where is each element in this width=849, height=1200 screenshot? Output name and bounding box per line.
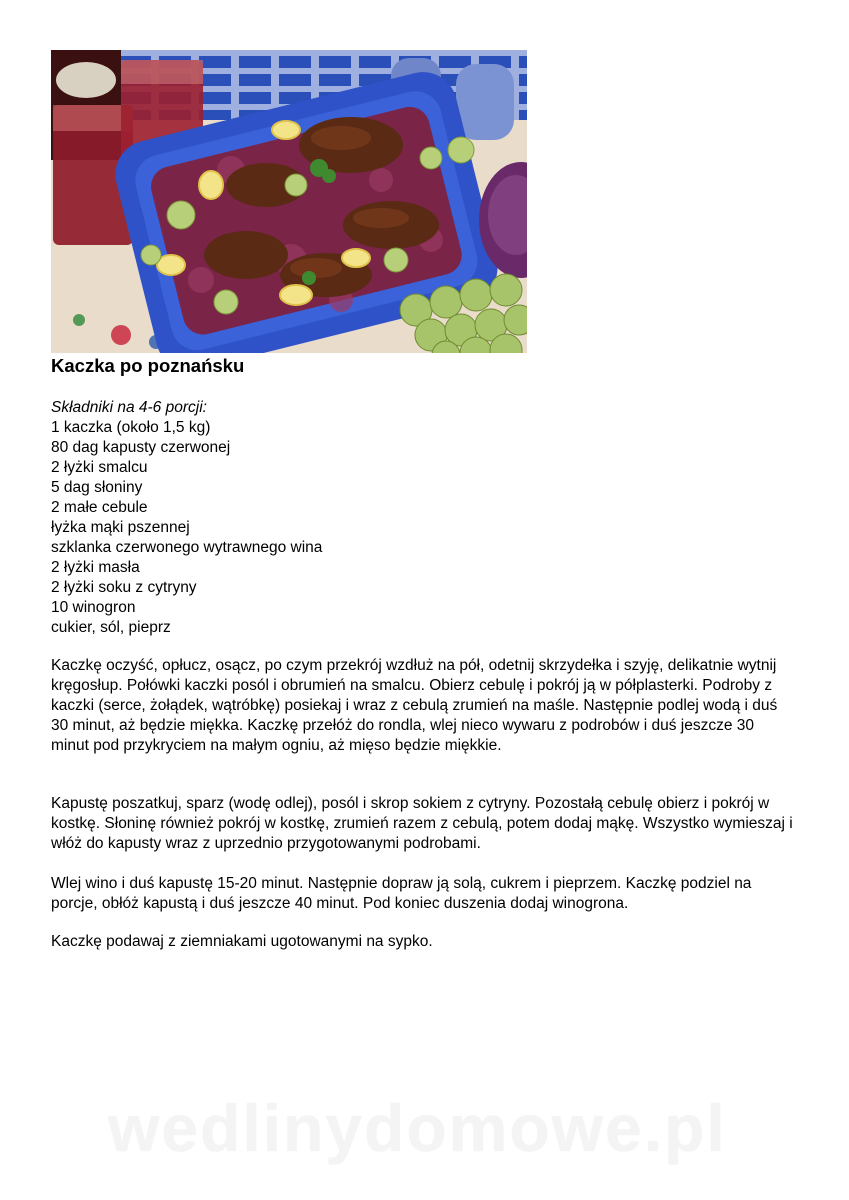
ingredient-item: szklanka czerwonego wytrawnego wina	[51, 539, 323, 556]
site-watermark: wedlinydomowe.pl	[108, 1091, 727, 1165]
duck-dish-illustration	[51, 50, 527, 353]
ingredient-item: łyżka mąki pszennej	[51, 519, 190, 536]
ingredient-item: cukier, sól, pieprz	[51, 619, 171, 636]
ingredients-heading: Składniki na 4-6 porcji:	[51, 399, 207, 416]
ingredients-list	[51, 398, 322, 638]
ingredient-item: 1 kaczka (około 1,5 kg)	[51, 419, 211, 436]
ingredient-item: 5 dag słoniny	[51, 479, 143, 496]
ingredient-item: 2 łyżki smalcu	[51, 459, 148, 476]
step-paragraph: Kaczkę oczyść, opłucz, osącz, po czym przekrój wzdłuż na pół, odetnij skrzydełka i szyję, delikatnie wytnij kręgosłup. Połówki kaczki posól i obrumień na smalcu. Obierz cebulę i pokrój ją w półplasterki. Podroby z kaczki (serce, żołądek, wątróbkę) posiekaj i wraz z cebulą zrumień na maśle. Następnie podlej wodą i duś 30 minut, aż będzie miękka. Kaczkę przełóż do rondla, wlej nieco wywaru z podrobów i duś jeszcze 30 minut pod przykryciem na małym ogniu, aż mięso będzie miękkie.	[51, 657, 778, 754]
ingredient-item: 10 winogron	[51, 599, 136, 616]
recipe-title: Kaczka po poznańsku	[51, 355, 245, 376]
ingredient-item: 2 małe cebule	[51, 499, 148, 516]
ingredient-item: 2 łyżki masła	[51, 559, 140, 576]
step-paragraph: Kapustę poszatkuj, sparz (wodę odlej), posól i skrop sokiem z cytryny. Pozostałą cebulę obierz i pokrój w kostkę. Słoninę również pokrój w kostkę, zrumień razem z cebulą, potem dodaj mąkę. Wszystko wymieszaj i włóż do kapusty wraz z uprzednio przygotowanymi podrobami.	[51, 795, 793, 852]
serving-note: Kaczkę podawaj z ziemniakami ugotowanymi na sypko.	[51, 933, 433, 950]
ingredient-item: 80 dag kapusty czerwonej	[51, 439, 231, 456]
step-paragraph: Wlej wino i duś kapustę 15-20 minut. Następnie dopraw ją solą, cukrem i pieprzem. Kaczkę podziel na porcje, obłóż kapustą i duś jeszcze 40 minut. Pod koniec duszenia dodaj winogrona.	[51, 875, 752, 912]
ingredient-item: 2 łyżki soku z cytryny	[51, 579, 197, 596]
recipe-photo	[51, 50, 527, 353]
